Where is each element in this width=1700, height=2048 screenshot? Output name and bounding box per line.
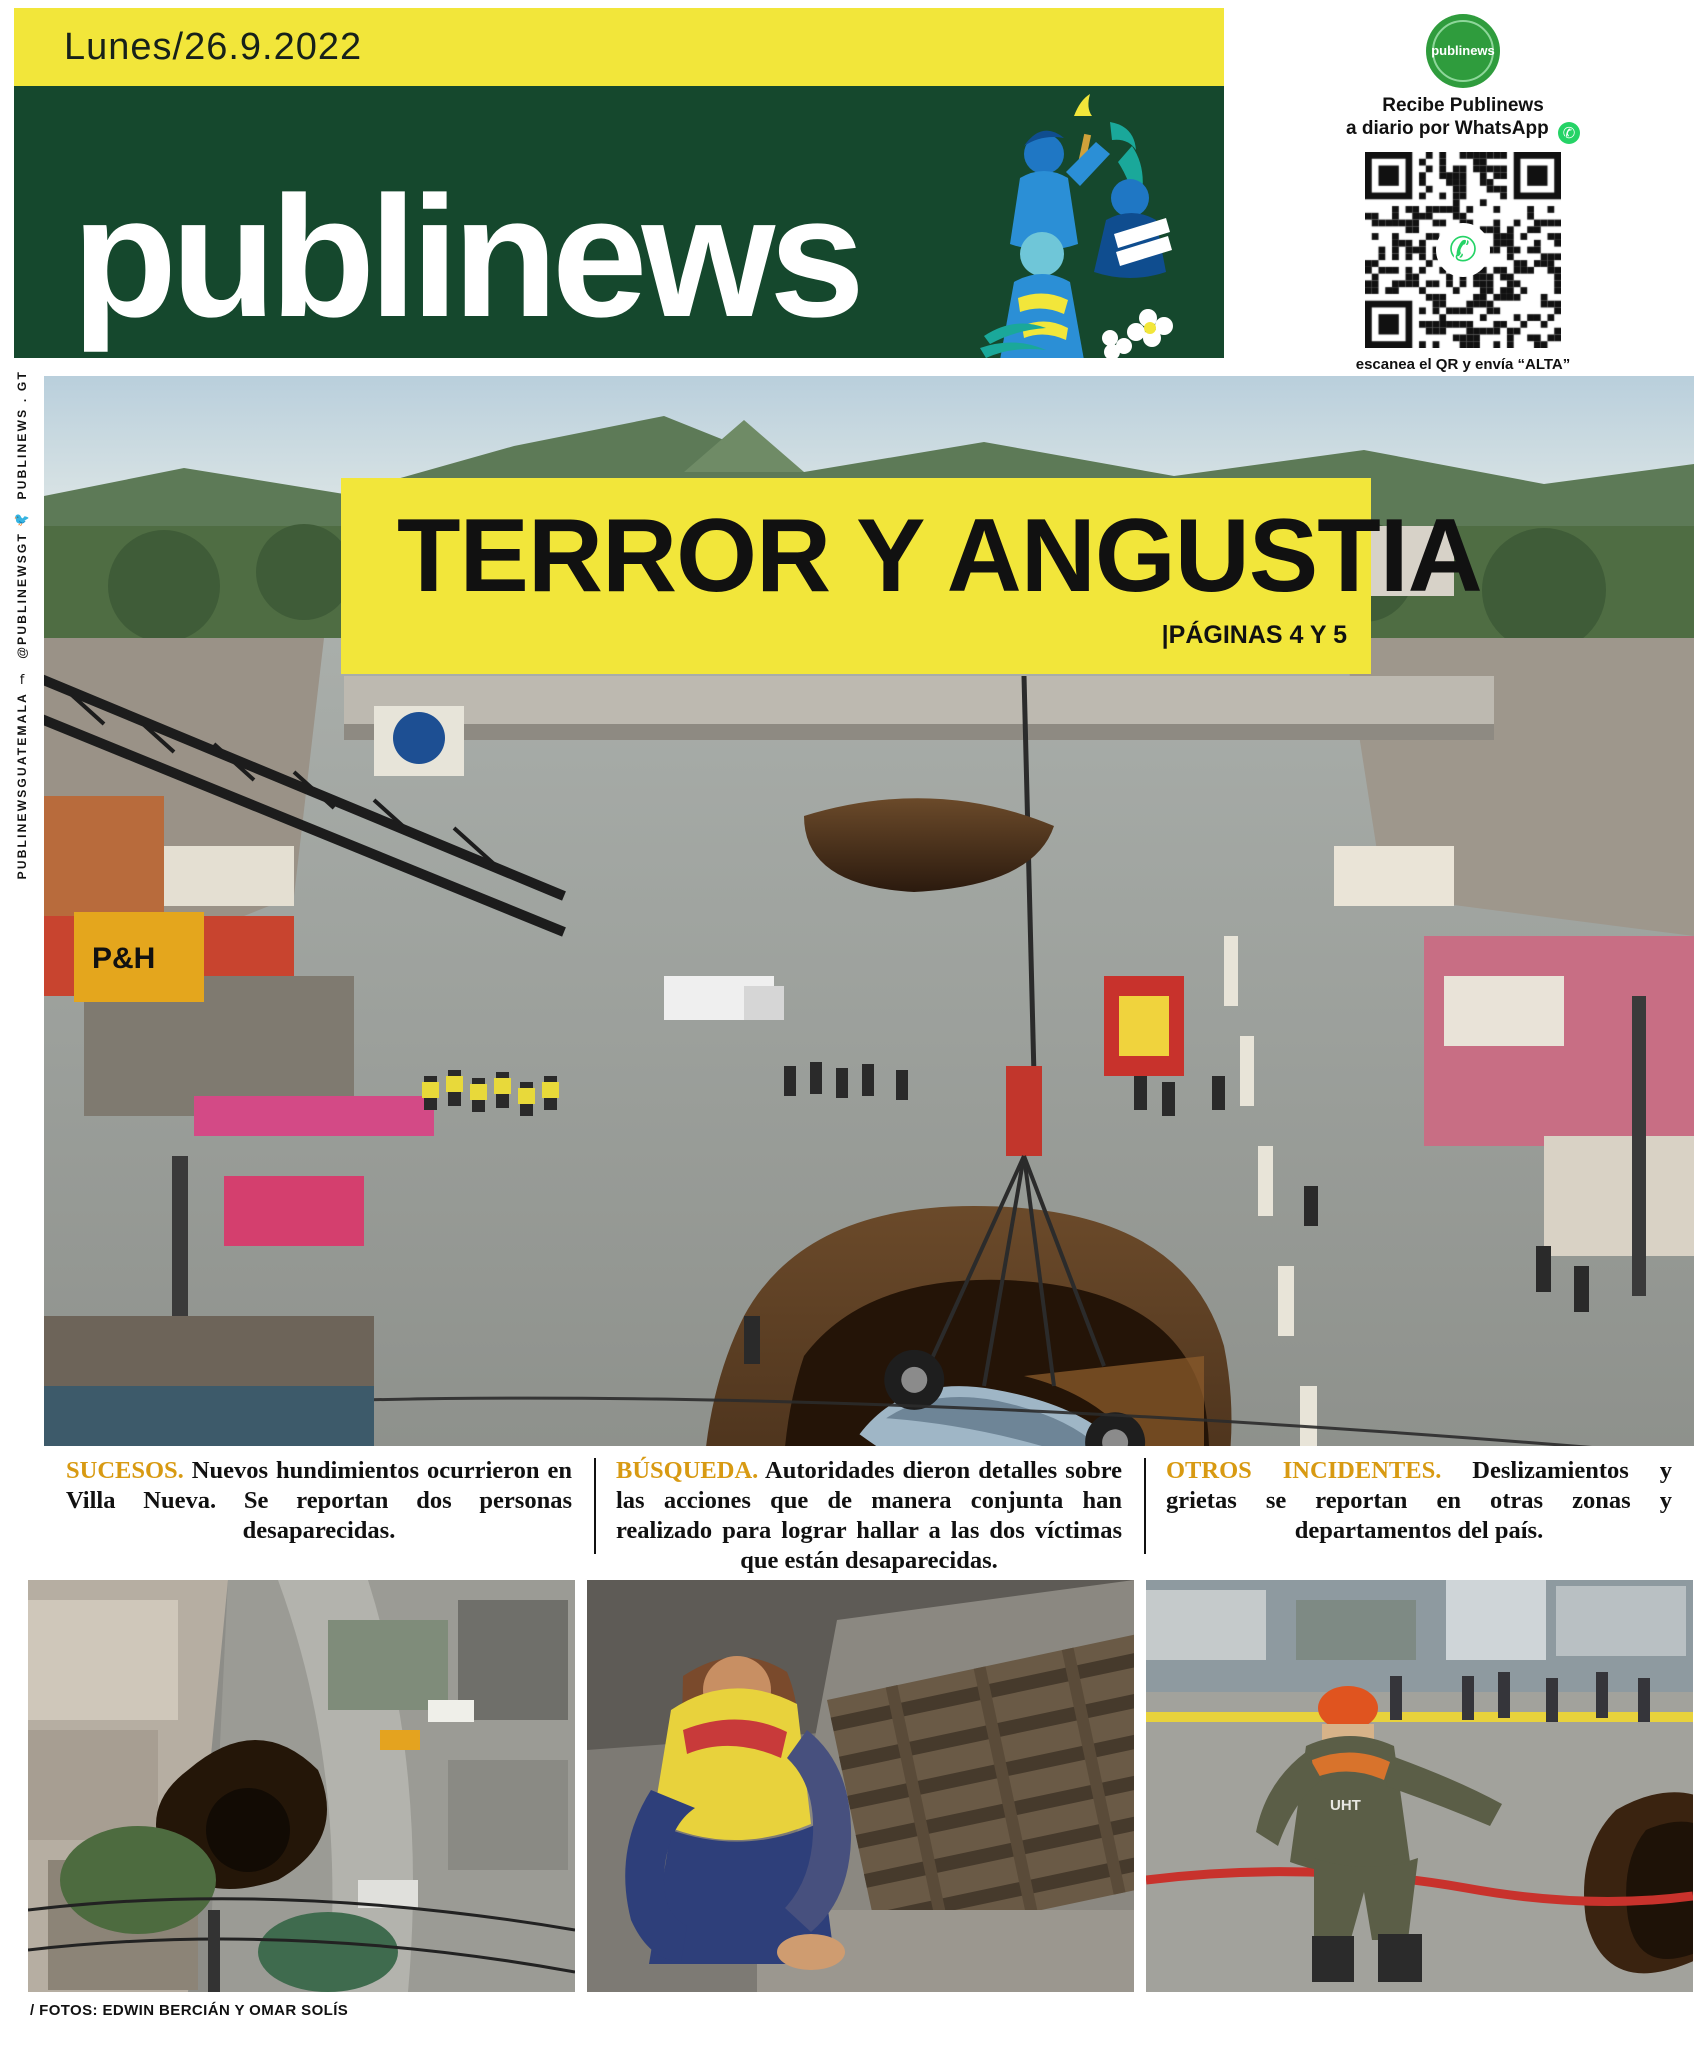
- rail-twitter[interactable]: [14, 513, 30, 673]
- photo-credit: / FOTOS: EDWIN BERCIÁN Y OMAR SOLÍS: [30, 2002, 349, 2019]
- whatsapp-qr-promo[interactable]: [1338, 14, 1588, 373]
- whatsapp-icon: ✆: [1558, 122, 1580, 144]
- main-headline: TERROR Y ANGUSTIA: [397, 498, 1482, 614]
- summary-kicker: SUCESOS.: [66, 1457, 184, 1484]
- summary-text: Nuevos hundimientos ocurrieron en Villa Nueva. Se reportan dos personas desaparecidas.: [66, 1457, 572, 1544]
- facebook-icon: f: [19, 673, 25, 689]
- masthead: [14, 8, 1224, 358]
- headline-page-reference: |PÁGINAS 4 Y 5: [1161, 621, 1347, 649]
- rail-twitter-label: @PUBLINEWSGT: [15, 532, 29, 660]
- summary-column-sucesos: [44, 1452, 594, 1570]
- strip-photo-aerial: [28, 1580, 575, 1992]
- qr-whatsapp-center-icon: ✆: [1436, 223, 1490, 277]
- date-bar: [14, 8, 1224, 86]
- rail-facebook[interactable]: [15, 673, 29, 893]
- publication-date: Lunes/26.9.2022: [64, 26, 363, 68]
- qr-headline-line2: a diario por WhatsApp: [1346, 118, 1549, 139]
- qr-headline-line1: Recibe Publinews: [1382, 95, 1544, 116]
- headline-banner: [355, 478, 1482, 674]
- publication-logo: publinews: [72, 161, 859, 353]
- summary-text: Autoridades dieron detalles sobre las acciones que de manera conjunta han realizado para lograr hallar a las dos víctimas que están desaparecidas.: [616, 1457, 1122, 1574]
- rail-facebook-label: PUBLINEWSGUATEMALA: [15, 692, 29, 880]
- publinews-badge-label: publinews: [1431, 43, 1495, 58]
- summary-kicker: OTROS INCIDENTES.: [1166, 1457, 1442, 1484]
- strip-photo-drain: [587, 1580, 1134, 1992]
- summary-column-busqueda: [594, 1452, 1144, 1574]
- summary-columns: [44, 1452, 1694, 1574]
- summary-kicker: BÚSQUEDA.: [616, 1457, 759, 1484]
- rail-brand-label: PUBLINEWS . GT: [15, 370, 29, 500]
- qr-footer-line1: escanea el QR y envía “ALTA”: [1355, 356, 1571, 373]
- qr-code-icon[interactable]: [1365, 152, 1561, 348]
- svg-text:P&H: P&H: [92, 942, 156, 975]
- masthead-illustration: [924, 86, 1214, 358]
- twitter-bird-icon: 🐦: [13, 513, 31, 529]
- publinews-badge-icon: [1426, 14, 1500, 88]
- bottom-photo-strip: [28, 1580, 1694, 1992]
- strip-photo-rescuer: [1146, 1580, 1693, 1992]
- summary-text: Deslizamientos y grietas se reportan en otras zonas y departamentos del país.: [1166, 1457, 1672, 1544]
- summary-column-otros-incidentes: [1144, 1452, 1694, 1570]
- svg-text:UHT: UHT: [1330, 1797, 1361, 1814]
- qr-headline: [1338, 94, 1588, 144]
- logo-block: [14, 86, 1224, 358]
